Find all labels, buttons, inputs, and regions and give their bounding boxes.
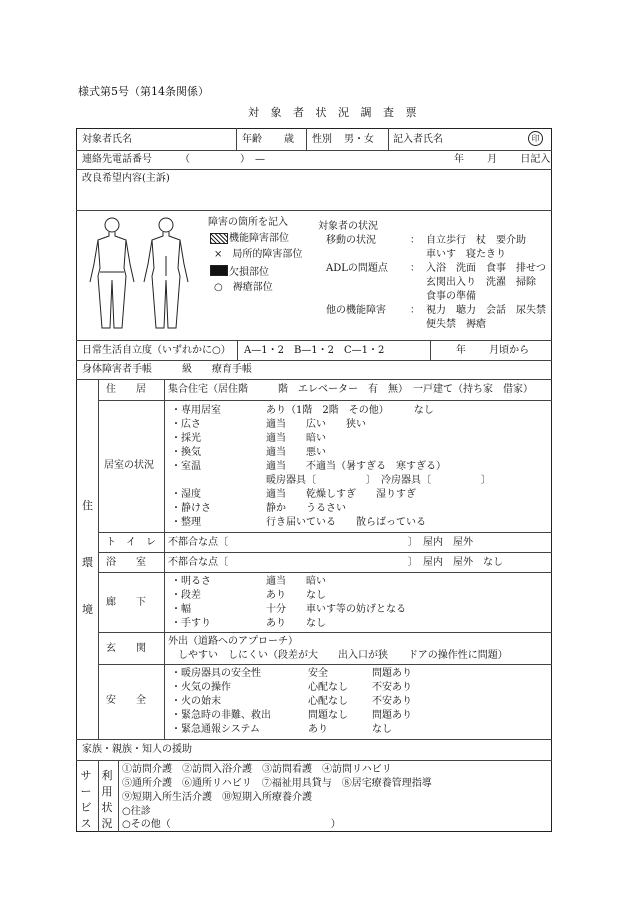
safety-ng: 問題あり: [372, 668, 412, 679]
rule: [98, 572, 552, 573]
room-item: ・採光: [171, 433, 201, 444]
name-label: 対象者氏名: [82, 134, 132, 145]
entrance-line2: しやすい しにくい（段差が大 出入口が狭 ドアの操作性に問題）: [178, 650, 508, 661]
rule: [98, 532, 552, 533]
solid-swatch-icon: [210, 265, 228, 276]
hallway-value: あり なし: [266, 618, 326, 629]
room-value: 適当 暗い: [266, 433, 326, 444]
adl-since: 年 月頃から: [456, 345, 530, 356]
room-item: ・静けさ: [171, 503, 211, 514]
hatch-swatch-icon: [210, 233, 228, 244]
hallway-item: ・幅: [171, 604, 191, 615]
safety-ng: なし: [372, 724, 392, 735]
age-label: 年齢: [242, 134, 262, 145]
room-item: ・換気: [171, 447, 201, 458]
service-line: ⑤通所介護 ⑥通所リハビリ ⑦福祉用具貸与 ⑧居宅療養管理指導: [122, 778, 432, 789]
safety-ok: 心配なし: [308, 696, 348, 707]
hallway-item: ・明るさ: [171, 576, 211, 587]
room-value: 行き届いている 散らばっている: [266, 517, 426, 528]
legend-pressure: ○ 褥瘡部位: [214, 282, 273, 293]
hallway-value: 適当 暗い: [266, 576, 326, 587]
room-item: ・室温: [171, 461, 201, 472]
safety-item: ・暖房器具の安全性: [171, 668, 261, 679]
section-char: 境: [82, 603, 93, 616]
safety-ng: 不安あり: [372, 682, 412, 693]
body-front-figure: [90, 218, 134, 328]
adl-label: ADLの問題点: [326, 263, 388, 274]
room-value: 適当 広い 狭い: [266, 419, 366, 430]
rule: [98, 760, 99, 832]
age-unit: 歳: [284, 134, 294, 145]
legend-local: × 局所的障害部位: [214, 249, 303, 260]
record-date: 年 月 日記入: [454, 154, 551, 165]
bath-text: 不都合な点〔 〕 屋内 屋外 なし: [168, 557, 503, 568]
adl-independence-options: A—1・2 B—1・2 C—1・2: [244, 345, 385, 356]
safety-item: ・火の始末: [171, 696, 221, 707]
body-back-figure: [144, 218, 188, 328]
status-title: 対象者の状況: [318, 221, 378, 232]
safety-ok: 安全: [308, 668, 328, 679]
rule: [118, 760, 119, 832]
rule: [76, 379, 552, 380]
rule: [76, 150, 552, 151]
phone-field: （ ） —: [180, 154, 265, 165]
rule: [306, 128, 307, 150]
service-line: ⑨短期入所生活介護 ⑩短期入所療養介護: [122, 792, 312, 803]
room-label: 居室の状況: [104, 460, 154, 471]
room-value: 適当 不適当（暑すぎる 寒すぎる）: [266, 461, 446, 472]
safety-label: 安 全: [106, 695, 146, 706]
hallway-value: あり なし: [266, 590, 326, 601]
hallway-value: 十分 車いす等の妨げとなる: [266, 604, 406, 615]
rule: [76, 169, 552, 170]
entrance-label: 玄 関: [106, 643, 146, 654]
request-label: 改良希望内容(主訴): [82, 173, 170, 184]
colon: ：: [410, 263, 420, 274]
rule: [98, 552, 552, 553]
room-value: 暖房器具〔 〕 冷房器具〔 〕: [266, 475, 491, 486]
room-value: 静か うるさい: [266, 503, 346, 514]
safety-ok: 心配なし: [308, 682, 348, 693]
room-item: ・広さ: [171, 419, 201, 430]
rule: [98, 632, 552, 633]
room-item: ・整理: [171, 517, 201, 528]
family-support-label: 家族・親族・知人の援助: [82, 744, 192, 755]
legend-missing: 欠損部位: [229, 267, 269, 278]
service-line: ○その他（ ）: [122, 819, 341, 830]
rule: [430, 340, 431, 360]
legend-title: 障害の箇所を記入: [208, 217, 288, 228]
seal-mark: 印: [528, 131, 543, 146]
room-item: ・専用居室: [171, 405, 221, 416]
sex-options: 男・女: [344, 134, 374, 145]
rule: [76, 739, 552, 740]
adl-values: 玄関出入り 洗濯 掃除: [426, 277, 536, 288]
mobility-values: 車いす 寝たきり: [426, 249, 506, 260]
mobility-values: 自立歩行 杖 要介助: [426, 235, 526, 246]
other-label: 他の機能障害: [326, 305, 386, 316]
hallway-item: ・段差: [171, 590, 201, 601]
rule: [76, 210, 552, 211]
room-value: 適当 悪い: [266, 447, 326, 458]
safety-item: ・火気の操作: [171, 682, 231, 693]
rule: [76, 340, 552, 341]
toilet-text: 不都合な点〔 〕 屋内 屋外: [168, 537, 473, 548]
colon: ：: [410, 235, 420, 246]
safety-ok: あり: [308, 724, 328, 735]
entrance-line1: 外出（道路へのアプローチ）: [168, 636, 298, 647]
sex-label: 性別: [312, 134, 332, 145]
section-char: 環: [82, 556, 93, 569]
services-label-left: サ ー ビ ス: [80, 769, 92, 830]
hallway-label: 廊 下: [106, 597, 146, 608]
adl-values: 食事の準備: [426, 291, 476, 302]
rule: [236, 128, 237, 150]
service-line: ○往診: [122, 806, 151, 817]
form-number: 様式第5号（第14条関係）: [78, 85, 209, 98]
rule: [98, 379, 99, 739]
room-item: ・湿度: [171, 489, 201, 500]
hallway-item: ・手すり: [171, 618, 211, 629]
phone-label: 連絡先電話番号: [82, 154, 152, 165]
rule: [98, 400, 552, 401]
rule: [237, 340, 238, 360]
handbook-row: 身体障害者手帳 級 療育手帳: [82, 364, 252, 375]
other-values: 便失禁 褥瘡: [426, 319, 486, 330]
mobility-label: 移動の状況: [326, 235, 376, 246]
room-value: 適当 乾燥しすぎ 湿りすぎ: [266, 489, 416, 500]
room-value: あり（1階 2階 その他） なし: [266, 405, 434, 416]
safety-item: ・緊急通報システム: [171, 724, 260, 735]
legend-functional: 機能障害部位: [229, 233, 289, 244]
other-values: 視力 聴力 会話 尿失禁: [426, 305, 546, 316]
safety-ng: 不安あり: [372, 696, 412, 707]
body-diagram: [84, 216, 194, 334]
adl-independence-label: 日常生活自立度（いずれかに○）: [82, 345, 231, 356]
housing-text: 集合住宅（居住階 階 エレベーター 有 無） 一戸建て（持ち家 借家）: [168, 384, 533, 395]
colon: ：: [410, 305, 420, 316]
rule: [76, 760, 552, 761]
rule: [388, 128, 389, 150]
rule: [76, 360, 552, 361]
rule: [164, 379, 165, 739]
adl-values: 入浴 洗面 食事 排せつ: [426, 263, 546, 274]
housing-label: 住 居: [106, 384, 146, 395]
toilet-label: ト イ レ: [106, 537, 156, 548]
form-title: 対 象 者 状 況 調 査 票: [248, 106, 421, 119]
recorder-label: 記入者氏名: [393, 134, 443, 145]
service-line: ①訪問介護 ②訪問入浴介護 ③訪問看護 ④訪問リハビリ: [122, 764, 392, 775]
safety-ng: 問題あり: [372, 710, 412, 721]
safety-item: ・緊急時の非難、救出: [171, 710, 271, 721]
bath-label: 浴 室: [106, 557, 146, 568]
services-label-right: 利 用 状 況: [101, 769, 113, 830]
rule: [98, 664, 552, 665]
safety-ok: 問題なし: [308, 710, 348, 721]
section-char: 住: [82, 499, 93, 512]
